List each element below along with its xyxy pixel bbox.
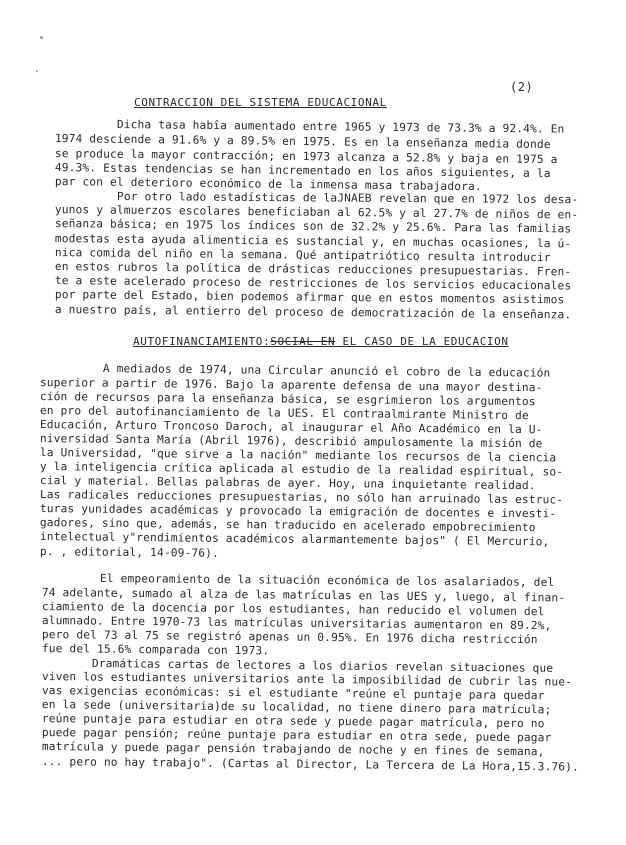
text-line: vas exigencias económicas: si el estudiante "reúne el puntaje para quedar [41,684,545,703]
page-number: (2) [510,80,534,94]
text-line: fue del 15.6% comparada con 1973. [41,642,270,658]
text-line: El empeoramiento de la situación económica de los asalariados, del [99,572,555,589]
text-line: reúne puntaje para estudiar en otra sede y puede pagar matrícula, pero no [41,712,545,731]
text-line: Dicha tasa habîa aumentado entre 1965 y 1973 de 73.3% a 92.4%. En [116,118,565,136]
text-line: Educación, Arturo Troncoso Daroch, al inaugurar el Año Académico en la U- [39,418,543,437]
text-line: alumnado. Entre 1970-73 las matrículas universitarias aumentaron en 89.2%, [41,614,552,633]
heading-struck-text: SOCIAL EN [270,335,336,348]
text-line: en la sede (universitaria)de su localidad, no tiene dinero para matrícula; [41,698,552,717]
text-line: y la inteligencia crítica aplicada al estudio de la realidad espiritual, so- [39,460,564,479]
text-line: gadores, sino que, además, se han traducido en acelerado empobrecimiento [39,516,536,535]
text-line: 1974 desciende a 91.6% y a 89.5% en 1975. Es en la enseñanza media donde [54,132,551,152]
text-line: pero del 73 al 75 se registró apenas un 0.95%. En 1976 dicha restricción [41,628,538,647]
text-line: A mediados de 1974, una Circular anunció el cobro de la educación [102,362,551,380]
text-line: a nuestro país, al entierro del proceso de democratización de la enseñanza. [54,303,572,322]
text-line: señanza básica; en 1975 los índices son de 32.2% y 25.6%. Para las familias [54,217,572,236]
text-line: yunos y almuerzos escolares beneficiaban al 62.5% y al 27.7% de niños de en- [54,203,579,222]
text-line: modestas esta ayuda alimenticia es sustancial y, en muchas ocasiones, la ú- [54,232,572,251]
section-heading-contraccion: CONTRACCION DEL SISTEMA EDUCACIONAL [134,96,387,109]
text-line: ción de recursos para la enseñanza básica, se esgrimieron los argumentos [39,390,536,409]
text-line: nica comida del niño en la semana. Qué antipatriótico resulta introducir [54,246,551,265]
section-heading-autofinanciamiento [133,335,509,348]
paper-speck [40,36,43,39]
text-line: te a este acelerado proceso de restricciones de los servicios educacionales [54,274,572,293]
text-line: turas yunidades académicas y provocado la emigración de docentes e investi- [39,502,557,521]
text-line: matrícula y puede pagar pensión trabajando de noche y en fines de semana, [41,740,545,759]
text-line: 74 adelante, sumado al alza de las matrículas en las UES y, luego, al finan- [41,586,566,605]
text-line: la Universidad, "que sirve a la nación" mediante los recursos de la ciencia [39,446,557,465]
heading-part: AUTOFINANCIAMIENTO: [133,335,271,348]
text-line: superior a partir de 1976. Bajo la aparente defensa de una mayor destina- [39,376,543,395]
text-line: en pro del autofinanciamiento de la UES. El contraalmirante Ministro de [39,404,529,423]
text-line: ... pero no hay trabajo". (Cartas al Director, La Tercera de La Hora,15.3.76). [41,755,580,774]
text-line: cial y material. Bellas palabras de ayer. Hoy, una inquietante realidad. [39,474,536,493]
heading-part: EL CASO DE LA EDUCACION [335,335,509,348]
text-line: intelectual y"rendimientos académicos alarmantemente bajos" ( El Mercurio, [39,530,550,549]
paper-speck [36,70,38,72]
text-line: Dramáticas cartas de lectores a los diarios revelan situaciones que [91,657,554,675]
text-line: 49.3%. Estas tendencias se han incrementado en los años siguientes, a la [54,161,551,181]
text-line: ciamiento de la docencia por los estudiantes, han reducido el volumen del [41,600,545,619]
text-line: Las radicales reducciones presupuestarias, no sólo han arruinado las estruc- [39,488,564,507]
text-line: Por otro lado estadísticas de laJNAEB revelan que en 1972 los desa- [116,190,579,207]
text-line: viven los estudiantes universitarios ante la imposibilidad de cubrir las nue- [41,670,573,689]
text-line: p. , editorial, 14-09-76). [39,545,220,560]
text-line: par con el deterioro económico de la inmensa masa trabajadora. [54,175,482,194]
text-line: por parte del Estado, bien podemos afirmar que en estos momentos asistimos [54,288,565,307]
text-line: puede pagar pensión; reúne puntaje para estudiar en otra sede, puede pagar [41,726,552,745]
text-line: niversidad Santa María (Abril 1976), describió ampulosamente la misión de [39,432,543,451]
text-line: en estos rubros la política de drásticas reducciones presupuestarias. Fren- [54,260,572,279]
text-line: se produce la mayor contracción; en 1973 alcanza a 52.8% y baja en 1975 a [54,147,558,167]
